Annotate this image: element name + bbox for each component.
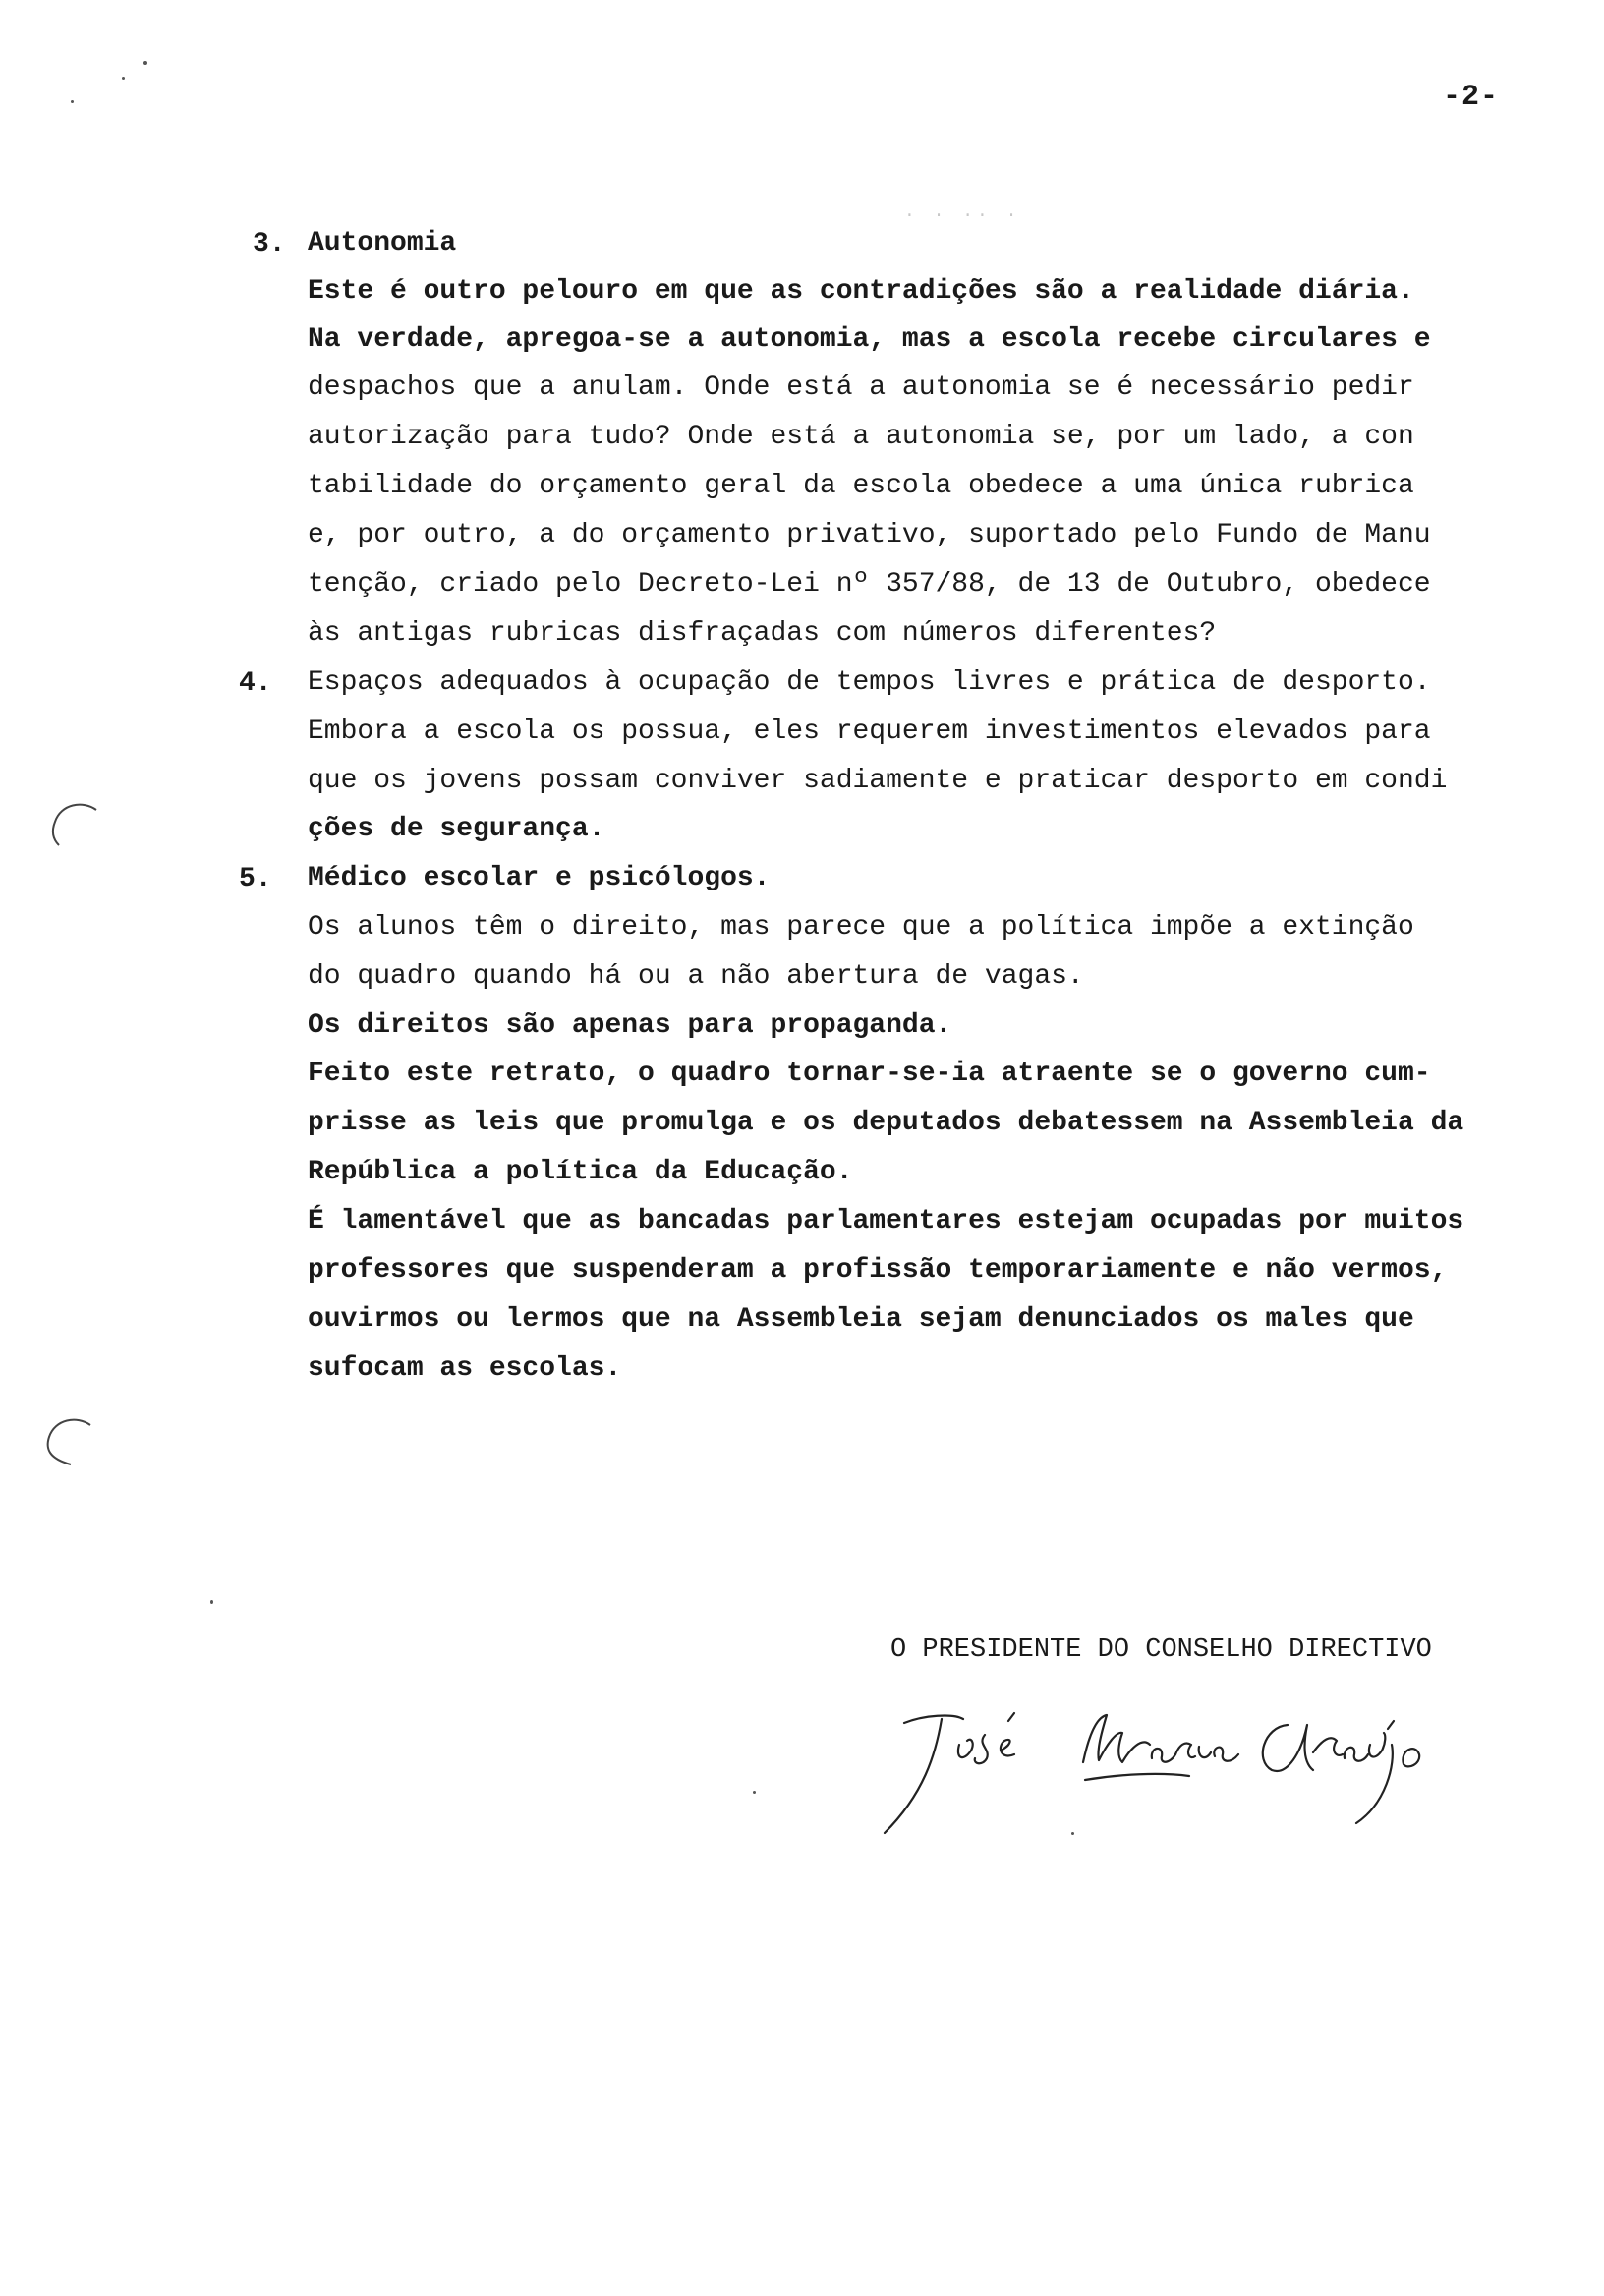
scan-speck <box>71 100 74 103</box>
section-5-line: ouvirmos ou lermos que na Assembleia sejam denunciados os males que <box>308 1304 1414 1335</box>
section-3-line: às antigas rubricas disfraçadas com números diferentes? <box>308 618 1217 649</box>
section-5-line: prisse as leis que promulga e os deputados debatessem na Assembleia da <box>308 1108 1464 1138</box>
section-3-line: Na verdade, apregoa-se a autonomia, mas a escola recebe circulares e <box>308 324 1431 355</box>
faint-stamp-mark: · · ·· · <box>904 206 1021 226</box>
section-3-heading: Autonomia <box>308 228 457 258</box>
page-number: -2- <box>1443 81 1500 114</box>
section-5-heading: Médico escolar e psicólogos. <box>308 863 771 893</box>
section-3-line: tabilidade do orçamento geral da escola obedece a uma única rubrica <box>308 471 1414 501</box>
section-5-line: professores que suspenderam a profissão temporariamente e não vermos, <box>308 1255 1448 1286</box>
section-3-line: despachos que a anulam. Onde está a autonomia se é necessário pedir <box>308 373 1414 403</box>
punch-hole-mark <box>47 796 106 855</box>
section-5-line: Feito este retrato, o quadro tornar-se-ia atraente se o governo cum- <box>308 1059 1431 1089</box>
section-number-5: 5. <box>239 864 272 894</box>
section-4-line: que os jovens possam conviver sadiamente e praticar desporto em condi <box>308 766 1448 796</box>
section-5-line: É lamentável que as bancadas parlamentares estejam ocupadas por muitos <box>308 1206 1464 1236</box>
scan-speck <box>143 61 147 65</box>
scan-speck <box>753 1791 756 1794</box>
scan-speck <box>122 77 125 80</box>
section-number-4: 4. <box>239 668 272 699</box>
handwritten-signature <box>865 1676 1514 1843</box>
section-3-line: e, por outro, a do orçamento privativo, suportado pelo Fundo de Manu <box>308 520 1431 550</box>
signature-title: O PRESIDENTE DO CONSELHO DIRECTIVO <box>890 1636 1432 1665</box>
section-5-line: Os alunos têm o direito, mas parece que a política impõe a extinção <box>308 912 1414 943</box>
section-5-line: Os direitos são apenas para propaganda. <box>308 1010 952 1041</box>
section-3-line: autorização para tudo? Onde está a autonomia se, por um lado, a con <box>308 422 1414 452</box>
section-3-line: Este é outro pelouro em que as contradições são a realidade diária. <box>308 276 1414 307</box>
section-5-line: do quadro quando há ou a não abertura de vagas. <box>308 961 1084 992</box>
punch-hole-mark <box>41 1411 100 1470</box>
section-3-line: tenção, criado pelo Decreto-Lei nº 357/88, de 13 de Outubro, obedece <box>308 569 1431 600</box>
section-5-line: República a política da Educação. <box>308 1157 853 1187</box>
scan-speck <box>210 1600 213 1604</box>
section-4-heading: Espaços adequados à ocupação de tempos livres e prática de desporto. <box>308 667 1431 698</box>
section-number-3: 3. <box>253 229 286 259</box>
section-5-line: sufocam as escolas. <box>308 1353 622 1384</box>
section-4-line: Embora a escola os possua, eles requerem investimentos elevados para <box>308 717 1431 747</box>
scan-speck <box>1071 1832 1074 1835</box>
section-4-line: ções de segurança. <box>308 814 605 844</box>
